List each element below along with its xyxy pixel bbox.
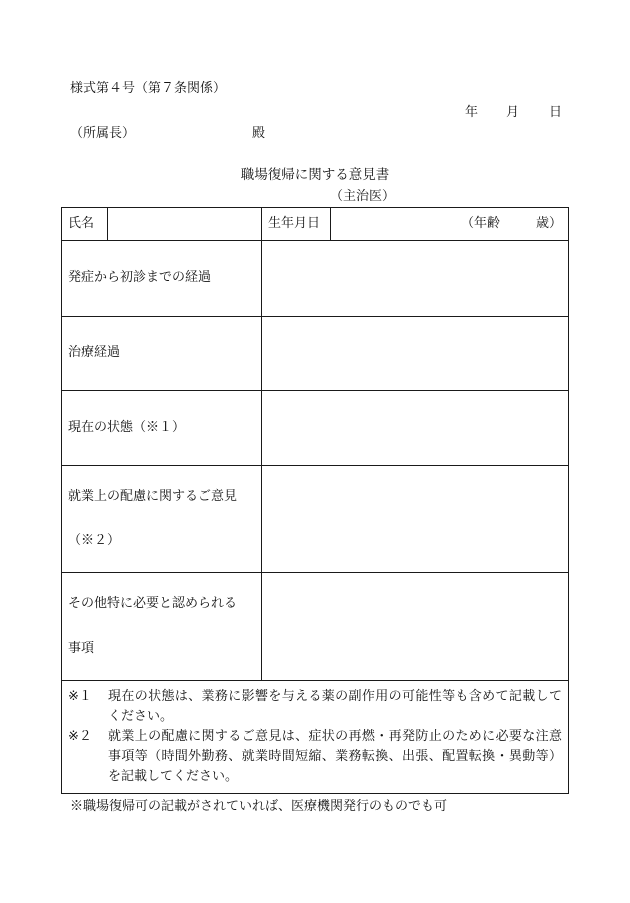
consideration-label — [62, 466, 262, 573]
other-label-line2: 事項 — [68, 640, 95, 656]
note-1-mark: ※１ — [68, 689, 92, 704]
other-field[interactable] — [262, 573, 569, 681]
table-row-other — [62, 573, 569, 681]
age-prefix: （年齢 — [460, 215, 500, 231]
onset-label: 発症から初診までの経過 — [62, 241, 262, 317]
date-year-label: 年 — [465, 105, 479, 120]
table-row-consideration — [62, 466, 569, 573]
date-month-label: 月 — [506, 105, 520, 120]
footer-note: ※職場復帰可の記載がされていれば、医療機関発行のものでも可 — [70, 799, 448, 814]
onset-field[interactable] — [262, 241, 569, 317]
consideration-label-line2: （※２） — [68, 533, 121, 548]
name-label: 氏名 — [62, 208, 108, 241]
note-2-text: 就業上の配慮に関するご意見は、症状の再燃・再発防止のために必要な注意事項等（時間外勤務、就業時間短縮、業務転換、出張、配置転換・異動等）を記載してください。 — [108, 729, 562, 784]
date-day-label: 日 — [549, 105, 563, 120]
honorific: 殿 — [252, 126, 266, 141]
note-1-text: 現在の状態は、業務に影響を与える薬の副作用の可能性等も含めて記載してください。 — [108, 689, 562, 724]
table-row-notes — [62, 681, 569, 794]
notes-cell — [62, 681, 569, 794]
age-suffix: 歳） — [535, 215, 562, 231]
consideration-label-line1: 就業上の配慮に関するご意見 — [68, 488, 238, 504]
table-row-header — [62, 208, 569, 241]
other-label-line1: その他特に必要と認められる — [68, 596, 238, 612]
table-row-onset — [62, 241, 569, 317]
note-2 — [68, 727, 562, 787]
table-row-treatment — [62, 317, 569, 391]
recipient-label: （所属長） — [70, 126, 136, 141]
document-title: 職場復帰に関する意見書 — [240, 167, 390, 183]
document-subtitle: （主治医） — [330, 189, 396, 204]
dob-label: 生年月日 — [262, 208, 331, 241]
form-number: 様式第４号（第７条関係） — [70, 81, 227, 96]
treatment-field[interactable] — [262, 317, 569, 391]
dob-field[interactable] — [331, 208, 569, 241]
opinion-form-table — [61, 207, 569, 794]
table-row-status — [62, 391, 569, 466]
status-label: 現在の状態（※１） — [62, 391, 262, 466]
status-field[interactable] — [262, 391, 569, 466]
note-2-mark: ※２ — [68, 729, 92, 744]
other-label — [62, 573, 262, 681]
consideration-field[interactable] — [262, 466, 569, 573]
treatment-label: 治療経過 — [62, 317, 262, 391]
name-field[interactable] — [108, 208, 262, 241]
note-1 — [68, 687, 562, 727]
